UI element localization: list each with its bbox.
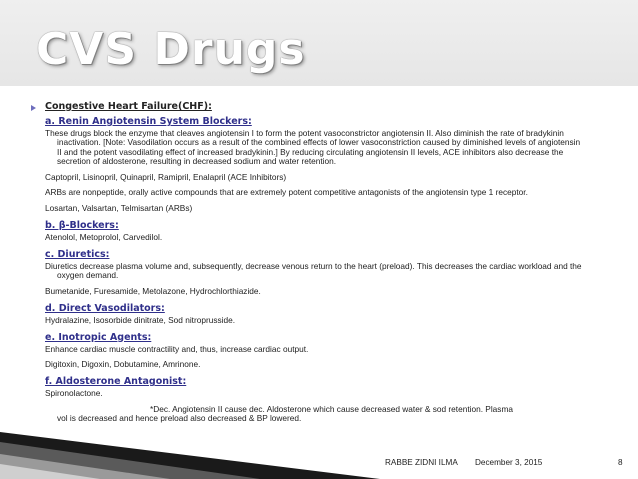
section-heading-inotropic: e. Inotropic Agents: <box>45 331 152 343</box>
inotropic-description: Enhance cardiac muscle contractility and, thus, increase cardiac output. <box>45 343 309 354</box>
vasodilators-list: Hydralazine, Isosorbide dinitrate, Sod nitroprusside. <box>45 314 236 325</box>
slide-body <box>45 101 585 424</box>
chf-bullet-row <box>45 101 585 114</box>
slide-title: CVS Drugs <box>36 24 306 75</box>
note-line-1: *Dec. Angiotensin II cause dec. Aldosterone which cause decreased water & sod retention. Plasma <box>150 403 513 414</box>
section-heading-diuretics: c. Diuretics: <box>45 248 110 260</box>
footer-date: December 3, 2015 <box>475 458 543 467</box>
aldosterone-list: Spironolactone. <box>45 388 103 399</box>
note-line-2: vol is decreased and hence preload also decreased & BP lowered. <box>57 413 302 424</box>
diuretics-list: Bumetanide, Furesamide, Metolazone, Hydrochlorthiazide. <box>45 285 261 296</box>
triangle-bullet-icon <box>31 105 36 111</box>
ace-inhibitors-list: Captopril, Lisinopril, Quinapril, Ramipril, Enalapril (ACE Inhibitors) <box>45 171 287 182</box>
section-heading-beta-blockers: b. β-Blockers: <box>45 220 119 232</box>
arbs-list: Losartan, Valsartan, Telmisartan (ARBs) <box>45 203 193 214</box>
decorative-wedge <box>0 432 380 479</box>
diuretics-description: Diuretics decrease plasma volume and, subsequently, decrease venous return to the heart (preload). This decreases the cardiac workload and the oxygen demand. <box>45 260 582 281</box>
renin-description: These drugs block the enzyme that cleaves angiotensin I to form the potent vasoconstrictor angiotensin II. Also diminish the rate of bradykinin inactivation. [Note: Vasodilation occurs as a result of the combined effects of lower vasoconstriction caused by diminished levels of angiotensin II and the potent vasodilating effect of increased bradykinin.] By reducing circulating angiotensin II levels, ACE inhibitors also decrease the secretion of aldosterone, resulting in decreased sodium and water retention. <box>45 128 581 166</box>
section-heading-aldosterone: f. Aldosterone Antagonist: <box>45 376 187 388</box>
footer-page-number: 8 <box>618 458 623 467</box>
footer-author: RABBE ZIDNI ILMA <box>385 458 458 467</box>
section-heading-renin: a. Renin Angiotensin System Blockers: <box>45 116 252 127</box>
arbs-description: ARBs are nonpeptide, orally active compounds that are extremely potent competitive antagonists of the angiotensin type 1 receptor. <box>45 187 528 198</box>
section-heading-vasodilators: d. Direct Vasodilators: <box>45 302 165 314</box>
beta-blockers-list: Atenolol, Metoprolol, Carvedilol. <box>45 232 163 243</box>
chf-heading: Congestive Heart Failure(CHF): <box>45 101 212 112</box>
inotropic-list: Digitoxin, Digoxin, Dobutamine, Amrinone. <box>45 359 201 370</box>
